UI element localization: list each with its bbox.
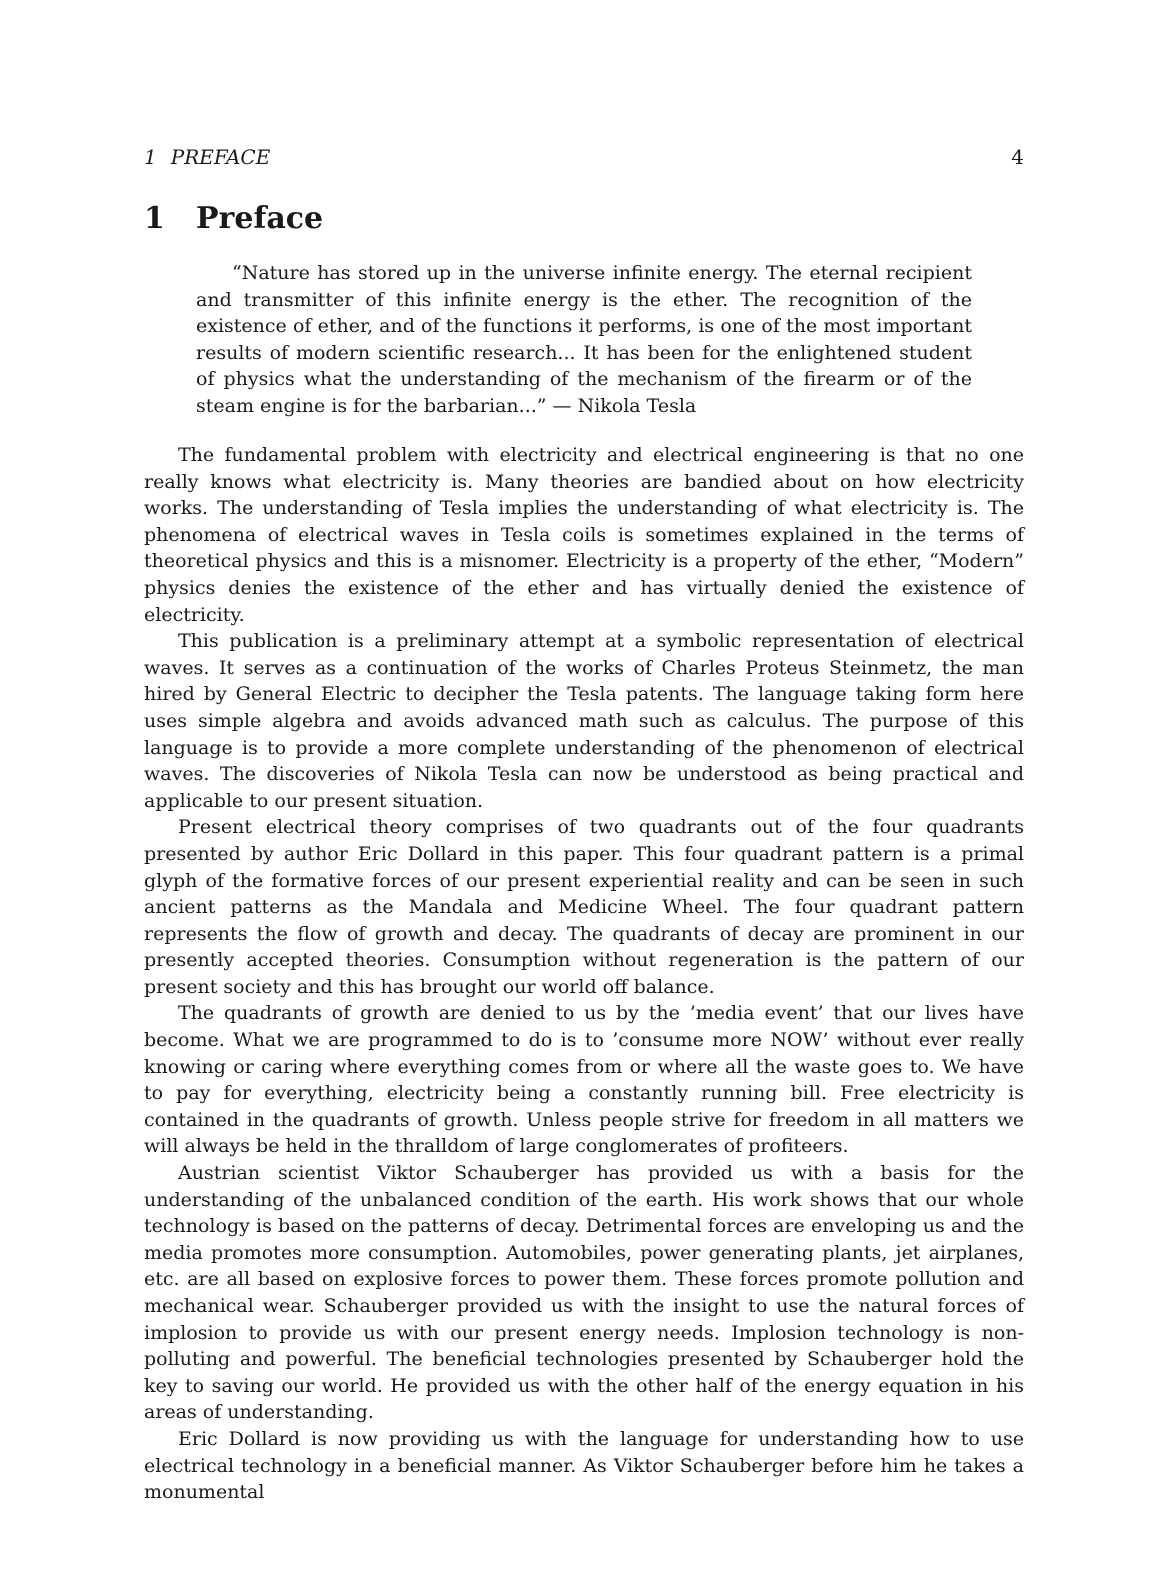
- paragraph: Austrian scientist Viktor Schauberger has provided us with a basis for the understanding of the unbalanced condition of the earth. His work shows that our whole technology is based on the patterns of decay. Detrimental forces are enveloping us and the media promotes more consumption. Automobiles, power generating plants, jet airplanes, etc. are all based on explosive forces to power them. These forces promote pollution and mechanical wear. Schauberger provided us with the insight to use the natural forces of implosion to provide us with our present energy needs. Implosion technology is non-polluting and powerful. The beneficial technologies presented by Schauberger hold the key to saving our world. He provided us with the other half of the energy equation in his areas of understanding.: [144, 1162, 1024, 1424]
- page-number: 4: [1011, 145, 1024, 169]
- section-title: Preface: [196, 201, 324, 236]
- epigraph-quote: “Nature has stored up in the universe infinite energy. The eternal recipient and transmitter of this infinite energy is the ether. The recognition of the existence of ether, and of the functions it performs, is one of the most important results of modern scientific research... It has been for the enlightened student of physics what the understanding of the mechanism of the firearm or of the steam engine is for the barbarian...” — Nikola Tesla: [196, 262, 972, 417]
- running-head-section: [144, 145, 270, 169]
- paragraph: Present electrical theory comprises of two quadrants out of the four quadrants presented by author Eric Dollard in this paper. This four quadrant pattern is a primal glyph of the formative forces of our present experiential reality and can be seen in such ancient patterns as the Mandala and Medicine Wheel. The four quadrant pattern represents the flow of growth and decay. The quadrants of decay are prominent in our presently accepted theories. Consumption without regeneration is the pattern of our present society and this has brought our world off balance.: [144, 816, 1024, 998]
- running-head-section-title: PREFACE: [170, 145, 271, 169]
- running-head: [144, 145, 1024, 171]
- paragraph: The quadrants of growth are denied to us by the ’media event’ that our lives have become. What we are programmed to do is to ’consume more NOW’ without ever really knowing or caring where everything comes from or where all the waste goes to. We have to pay for everything, electricity being a constantly running bill. Free electricity is contained in the quadrants of growth. Unless people strive for freedom in all matters we will always be held in the thralldom of large conglomerates of profiteers.: [144, 1002, 1024, 1158]
- section-number: 1: [144, 201, 165, 236]
- section-heading: [144, 201, 323, 236]
- running-head-section-number: 1: [144, 145, 157, 169]
- body-text: [144, 442, 1024, 1506]
- paragraph: The fundamental problem with electricity and electrical engineering is that no one really knows what electricity is. Many theories are bandied about on how electricity works. The understanding of Tesla implies the understanding of what electricity is. The phenomena of electrical waves in Tesla coils is sometimes explained in the terms of theoretical physics and this is a misnomer. Electricity is a property of the ether, “Modern” physics denies the existence of the ether and has virtually denied the existence of electricity.: [144, 444, 1024, 626]
- paragraph: This publication is a preliminary attempt at a symbolic representation of electrical waves. It serves as a continuation of the works of Charles Proteus Steinmetz, the man hired by General Electric to decipher the Tesla patents. The language taking form here uses simple algebra and avoids advanced math such as calculus. The purpose of this language is to provide a more complete understanding of the phenomenon of electrical waves. The discoveries of Nikola Tesla can now be understood as being practical and applicable to our present situation.: [144, 630, 1024, 812]
- paragraph: Eric Dollard is now providing us with the language for understanding how to use electrical technology in a beneficial manner. As Viktor Schauberger before him he takes a monumental: [144, 1427, 1024, 1504]
